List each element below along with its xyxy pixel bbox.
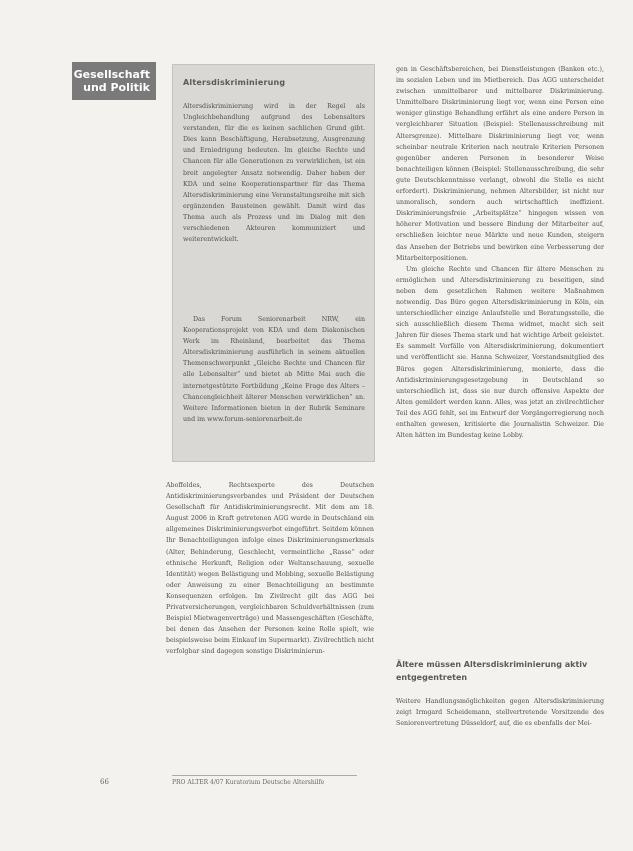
column-left-text: [166, 480, 374, 658]
column-right-paragraph1: gen in Geschäftsbereichen, bei Dienstleistungen (Banken etc.), im sozialen Leben und im Mietbereich. Das AGG unterscheidet zwischen unmittelbarer und mittelbarer Diskriminierung. Unmittelbare Diskriminierung liegt vor, wenn eine Person eine weniger günstige Behandlung erfährt als eine andere Person in vergleichbarer Situation (Beispiel: Stellenausschreibung mit Altersgrenze). Mittelbare Diskriminierung liegt vor, wenn scheinbar neutrale Kriterien nach neutrale Kriterien Personen gegenüber anderen Personen in besonderer Weise benachteiligen können (Beispiel: Stellenausschreibung, die sehr gute Deutschkenntnisse verlangt, obwohl die Stelle es nicht erfordert). Diskriminierung, nehmen Altersbilder, ist nicht nur unmoralisch, sondern auch wirtschaftlich ineffizient. Diskriminierungsfreie „Arbeitsplätze“ hingegen wissen von höherer Motivation und bessere Bindung der Mitarbeiter auf, erschließen leichter neue Märkte und neue Kunden, steigern das Ansehen der Betriebs und bewirken eine Verbesserung der Mitarbeiterpositionen.: [396, 66, 604, 262]
column-right-paragraph2: Um gleiche Rechte und Chancen für ältere Menschen zu ermöglichen und Altersdiskriminierung zu beseitigen, sind neben dem gesetzlichen Rahmen weitere Maßnahmen notwendig. Das Büro gegen Altersdiskriminierung in Köln, ein unterschiedlicher einzige Anlaufstelle und Beratungsstelle, die sich ausschließlich diesem Thema widmet, macht sich seit Jahren für dieses Thema stark und hat wichtige Arbeit geleistet. Es sammelt Vorfälle von Altersdiskriminierung, dokumentiert und veröffentlicht sie. Hanna Schweizer, Vorstandsmitglied des Büros gegen Altersdiskriminierung, monierte, dass die Antidiskriminierungsgesetzgebung in Deutschland so unterschiedlich ist, dass sie nur durch offensive Aspekte der Alten gemildert werden kann. Alles, was jetzt an zivilrechtlicher Teil des AGG fehlt, sei im Entwurf der Vorgängerregierung noch enthalten gewesen, kritisierte die Journalistin Schweizer. Die Alten hätten im Bundestag keine Lobby.: [396, 265, 604, 440]
sidebar-box-title: Altersdiskriminierung: [183, 78, 286, 87]
column-right-subheading: Ältere müssen Altersdiskriminierung aktiv entgegentreten: [396, 660, 588, 682]
section-label-line2: und Politik: [83, 81, 150, 94]
sidebar-box-para2: Das Forum Seniorenarbeit NRW, ein Kooperationsprojekt von KDA und dem Diakonischen Werk im Rheinland, bearbeitet das Thema Altersdiskriminierung ausführlich in seinem aktuellen Themenschwerpunkt „Gleiche Rechte und Chancen für alle Lebensalter“ und bietet ab Mitte Mai auch die internetgestützte Fortbildung „Keine Frage des Alters – Chancengleichheit älterer Menschen verwirklichen“ an. Weitere Informationen bieten in der Rubrik Seminare und im www.forum-seniorenarbeit.de: [183, 316, 365, 423]
page-number: 66: [100, 778, 109, 786]
sidebar-box-para1: Altersdiskriminierung wird in der Regel als Ungleichbehandlung aufgrund des Lebensalters verstanden, für die es keinen sachlichen Grund gibt. Dies kann Beschäftigung, Herabsetzung, Ausgrenzung und Erniedrigung bedeuten. Im gleiche Rechte und Chancen für alle Generationen zu verwirklichen, ist ein breit angelegter Ansatz notwendig. Daher haben der KDA und seine Kooperationspartner für das Thema Altersdiskriminierung eine Veranstaltungsreihe mit sich ergänzenden Bausteinen gewählt. Damit wird das Thema auch als Prozess und im Dialog mit den verschiedenen Akteuren kommuniziert und weiterentwickelt.: [183, 103, 365, 244]
footer-publication: PRO ALTER 4/07 Kuratorium Deutsche Altershilfe: [172, 779, 325, 786]
column-right-bottom-paragraph: Weitere Handlungsmöglichkeiten gegen Altersdiskriminierung zeigt Irmgard Scheidemann, stellvertretende Vorsitzende des Seniorenvertretung Düsseldorf, auf, die es ebenfalls der Mei-: [396, 698, 604, 728]
section-label-line1: Gesellschaft: [73, 68, 150, 81]
column-right-bottom: [396, 696, 604, 729]
column-left-paragraph: Aboffeldes, Rechtsexperte des Deutschen Antidiskriminierungsverbandes und Präsident der Deutschen Gesellschaft für Antidiskriminierungsrecht. Mit dem am 18. August 2006 in Kraft getretenen AGG wurde in Deutschland ein allgemeines Diskriminierungsverbot eingeführt. Seitdem können Ihr Benachteiligungen infolge eines Diskriminierungsmerkmals (Alter, Behinderung, Geschlecht, vermeintliche „Rasse“ oder ethnische Herkunft, Religion oder Weltanschauung, sexuelle Identität) wegen Belästigung und Mobbing, sexuelle Belästigung oder Anweisung zu einer Benachteiligung an bestimmte Konsequenzen erfolgen. Im Zivilrecht gilt das AGG bei Privatversicherungen, vergleichbaren Schuldverhältnissen (zum Beispiel Mietwagenverträge) und Massengeschäften (Geschäfte, bei denen das Ansehen der Personen keine Rolle spielt, wie beispielsweise beim Einkauf im Supermarkt). Zivilrechtlich nicht verfolgbar sind dagegen sonstige Diskriminierun-: [166, 482, 374, 656]
footer-rule: [172, 775, 357, 776]
column-right-text: [396, 64, 604, 441]
sidebar-info-box: [172, 64, 375, 462]
section-label: [72, 62, 156, 100]
